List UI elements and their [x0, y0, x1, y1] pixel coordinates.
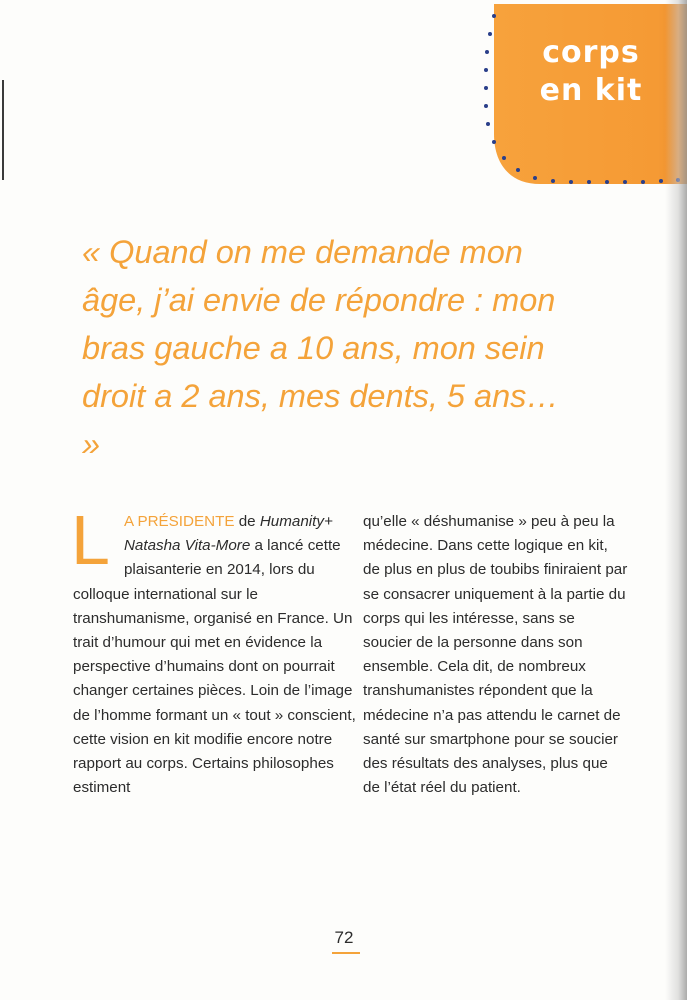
page-number: 72 — [334, 928, 354, 947]
intro-text-1: de — [234, 513, 260, 530]
article-column-left — [71, 501, 363, 800]
article-paragraph-right: qu’elle « déshumanise » peu à peu la médecine. Dans cette logique en kit, de plus en plus de toubibs finiraient par se consacrer uniquement à la partie du corps qui les intéresse, sans se soucier de la personne dans son ensemble. Cela dit, de nombreux transhumanistes répondent que la médecine n’a pas attendu le carnet de santé sur smartphone pour se soucier des résultats des analyses, plus que de l’état réel du patient. — [363, 513, 628, 797]
page-edge-shadow — [665, 0, 687, 1000]
lead-in: A PRÉSIDENTE — [123, 513, 235, 530]
person-name: Natasha Vita-More — [123, 537, 251, 555]
pull-quote: « Quand on me demande mon âge, j’ai envie de répondre : mon bras gauche a 10 ans, mon sein droit a 2 ans, mes dents, 5 ans… » — [82, 234, 559, 462]
section-tab — [480, 4, 687, 184]
section-title-line-2: en kit — [539, 73, 643, 108]
section-title — [516, 34, 666, 110]
page-number-underline — [332, 952, 360, 954]
binding-edge — [2, 80, 4, 180]
article-paragraph-left — [71, 501, 363, 800]
drop-cap: L — [71, 501, 110, 579]
left-body-text: a lancé cette plaisanterie en 2014, lors du colloque international sur le transhumanisme, organisé en France. Un trait d’humour qui met en évidence la perspective d’humains dont on pourrait changer certaines pièces. Loin de l’image de l’homme formant un « tout » conscient, cette vision en kit modifie encore notre rapport au corps. Certains philosophes estiment — [73, 537, 356, 797]
article-column-right — [363, 510, 628, 800]
organization-name: Humanity+ — [259, 513, 333, 530]
section-title-line-1: corps — [542, 35, 640, 70]
